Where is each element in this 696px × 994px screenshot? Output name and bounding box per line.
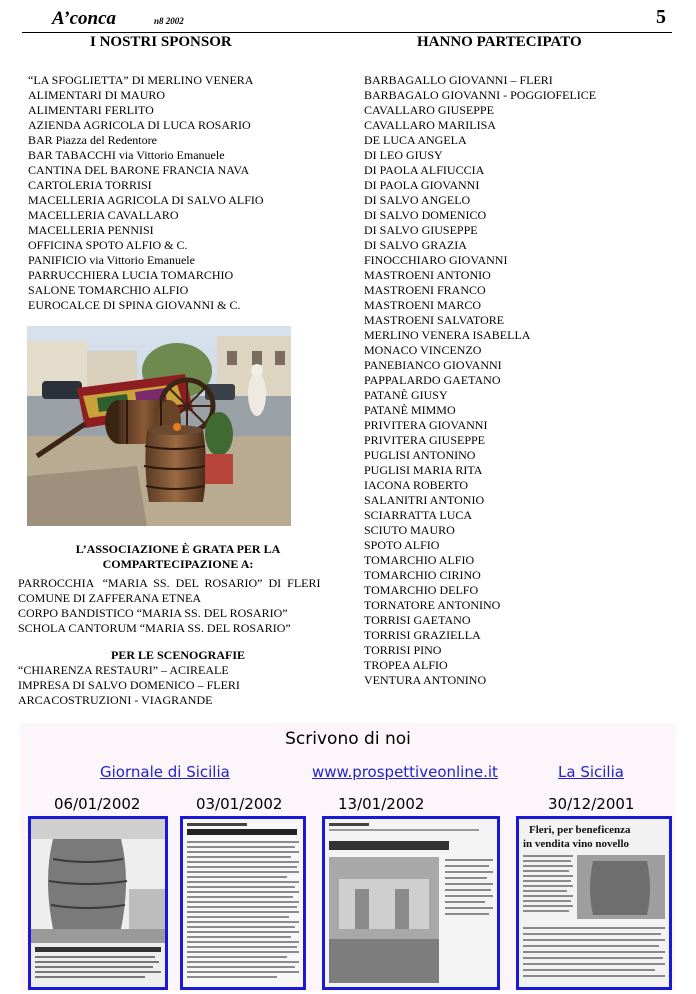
list-item: MONACO VINCENZO bbox=[364, 343, 482, 357]
list-item: VENTURA ANTONINO bbox=[364, 673, 487, 687]
scenography-heading: PER LE SCENOGRAFIE bbox=[110, 648, 246, 662]
newspaper-headline-image bbox=[519, 819, 669, 987]
list-item: ALIMENTARI FERLITO bbox=[28, 103, 154, 117]
clip-date: 03/01/2002 bbox=[196, 795, 283, 813]
list-item: ALIMENTARI DI MAURO bbox=[28, 88, 166, 102]
clipping-la-sicilia[interactable] bbox=[516, 816, 672, 990]
page-header bbox=[22, 6, 672, 33]
sponsors-heading: I NOSTRI SPONSOR bbox=[90, 34, 232, 50]
list-item: FINOCCHIARO GIOVANNI bbox=[364, 253, 508, 267]
list-item: EUROCALCE DI SPINA GIOVANNI & C. bbox=[28, 298, 241, 312]
association-heading-line2: COMPARTECIPAZIONE A: bbox=[102, 557, 254, 571]
web-article-image bbox=[325, 819, 497, 987]
list-item: TOMARCHIO DELFO bbox=[364, 583, 479, 597]
list-item: TORNATORE ANTONINO bbox=[364, 598, 501, 612]
list-item: BAR Piazza del Redentore bbox=[28, 133, 157, 147]
clip-headline-line2: in vendita vino novello bbox=[523, 838, 630, 850]
clipping-giornale-di-sicilia[interactable] bbox=[28, 816, 168, 990]
list-item: SCIUTO MAURO bbox=[364, 523, 455, 537]
list-item: PRIVITERA GIUSEPPE bbox=[364, 433, 486, 447]
list-item: PATANÈ GIUSY bbox=[364, 388, 448, 402]
participants-heading: HANNO PARTECIPATO bbox=[417, 34, 582, 50]
list-item: PANEBIANCO GIOVANNI bbox=[364, 358, 502, 372]
scenography-item: ARCACOSTRUZIONI - VIAGRANDE bbox=[18, 693, 213, 707]
list-item: SALANITRI ANTONIO bbox=[364, 493, 485, 507]
association-heading-line1: L’ASSOCIAZIONE È GRATA PER LA bbox=[75, 542, 281, 556]
list-item: SCIARRATTA LUCA bbox=[364, 508, 473, 522]
association-item: SCHOLA CANTORUM “MARIA SS. DEL ROSARIO” bbox=[18, 621, 291, 635]
scenography-item: “CHIARENZA RESTAURI” – ACIREALE bbox=[18, 663, 229, 677]
association-item: CORPO BANDISTICO “MARIA SS. DEL ROSARIO” bbox=[18, 606, 288, 620]
association-item: COMUNE DI ZAFFERANA ETNEA bbox=[18, 591, 201, 605]
page-number: 5 bbox=[656, 6, 666, 28]
clip-date: 30/12/2001 bbox=[548, 795, 635, 813]
list-item: AZIENDA AGRICOLA DI LUCA ROSARIO bbox=[28, 118, 251, 132]
list-item: PANIFICIO via Vittorio Emanuele bbox=[28, 253, 195, 267]
issue-label: n8 2002 bbox=[154, 16, 184, 26]
source-la-sicilia[interactable]: La Sicilia bbox=[558, 763, 624, 781]
list-item: DI SALVO GRAZIA bbox=[364, 238, 467, 252]
newspaper-text-image bbox=[183, 819, 303, 987]
list-item: MASTROENI FRANCO bbox=[364, 283, 486, 297]
association-heading bbox=[18, 542, 338, 572]
list-item: CARTOLERIA TORRISI bbox=[28, 178, 152, 192]
list-item: OFFICINA SPOTO ALFIO & C. bbox=[28, 238, 188, 252]
list-item: PAPPALARDO GAETANO bbox=[364, 373, 501, 387]
list-item: MASTROENI MARCO bbox=[364, 298, 482, 312]
association-item: PARROCCHIA “MARIA SS. DEL ROSARIO” DI FLERI bbox=[18, 576, 321, 590]
list-item: PRIVITERA GIOVANNI bbox=[364, 418, 488, 432]
list-item: BARBAGALLO GIOVANNI – FLERI bbox=[364, 73, 553, 87]
source-giornale-di-sicilia[interactable]: Giornale di Sicilia bbox=[100, 763, 230, 781]
press-heading: Scrivono di noi bbox=[285, 729, 411, 749]
list-item: MERLINO VENERA ISABELLA bbox=[364, 328, 531, 342]
list-item: MASTROENI SALVATORE bbox=[364, 313, 505, 327]
list-item: BAR TABACCHI via Vittorio Emanuele bbox=[28, 148, 225, 162]
list-item: SPOTO ALFIO bbox=[364, 538, 440, 552]
list-item: PUGLISI MARIA RITA bbox=[364, 463, 483, 477]
list-item: PARRUCCHIERA LUCIA TOMARCHIO bbox=[28, 268, 234, 282]
clipping-article-text[interactable] bbox=[180, 816, 306, 990]
list-item: TOMARCHIO CIRINO bbox=[364, 568, 481, 582]
list-item: DI SALVO GIUSEPPE bbox=[364, 223, 478, 237]
list-item: TORRISI GRAZIELLA bbox=[364, 628, 481, 642]
list-item: DI PAOLA ALFIUCCIA bbox=[364, 163, 485, 177]
list-item: MASTROENI ANTONIO bbox=[364, 268, 491, 282]
list-item: DI SALVO DOMENICO bbox=[364, 208, 487, 222]
cart-barrels-illustration bbox=[27, 326, 291, 526]
newspaper-clipping-image bbox=[31, 819, 165, 987]
list-item: CANTINA DEL BARONE FRANCIA NAVA bbox=[28, 163, 250, 177]
list-item: MACELLERIA CAVALLARO bbox=[28, 208, 179, 222]
list-item: DI PAOLA GIOVANNI bbox=[364, 178, 480, 192]
list-item: PATANÈ MIMMO bbox=[364, 403, 456, 417]
press-section bbox=[20, 723, 676, 991]
list-item: “LA SFOGLIETTA” DI MERLINO VENERA bbox=[28, 73, 254, 87]
list-item: SALONE TOMARCHIO ALFIO bbox=[28, 283, 189, 297]
clip-date: 06/01/2002 bbox=[54, 795, 141, 813]
list-item: CAVALLARO GIUSEPPE bbox=[364, 103, 494, 117]
list-item: DI LEO GIUSY bbox=[364, 148, 443, 162]
list-item: BARBAGALO GIOVANNI - POGGIOFELICE bbox=[364, 88, 597, 102]
list-item: DI SALVO ANGELO bbox=[364, 193, 471, 207]
list-item: TORRISI GAETANO bbox=[364, 613, 471, 627]
list-item: TOMARCHIO ALFIO bbox=[364, 553, 475, 567]
list-item: CAVALLARO MARILISA bbox=[364, 118, 496, 132]
list-item: TROPEA ALFIO bbox=[364, 658, 448, 672]
list-item: TORRISI PINO bbox=[364, 643, 442, 657]
participants-list bbox=[364, 73, 596, 688]
sponsors-list bbox=[28, 73, 264, 313]
magazine-title: A’conca bbox=[52, 8, 117, 29]
list-item: PUGLISI ANTONINO bbox=[364, 448, 476, 462]
list-item: MACELLERIA AGRICOLA DI SALVO ALFIO bbox=[28, 193, 264, 207]
list-item: MACELLERIA PENNISI bbox=[28, 223, 154, 237]
list-item: DE LUCA ANGELA bbox=[364, 133, 467, 147]
list-item: IACONA ROBERTO bbox=[364, 478, 469, 492]
source-prospettiveonline[interactable]: www.prospettiveonline.it bbox=[312, 763, 498, 781]
clip-date: 13/01/2002 bbox=[338, 795, 425, 813]
cart-barrels-photo bbox=[27, 326, 291, 526]
scenography-item: IMPRESA DI SALVO DOMENICO – FLERI bbox=[18, 678, 240, 692]
clipping-prospettiveonline[interactable] bbox=[322, 816, 500, 990]
clip-headline-line1: Fleri, per beneficenza bbox=[529, 824, 631, 836]
